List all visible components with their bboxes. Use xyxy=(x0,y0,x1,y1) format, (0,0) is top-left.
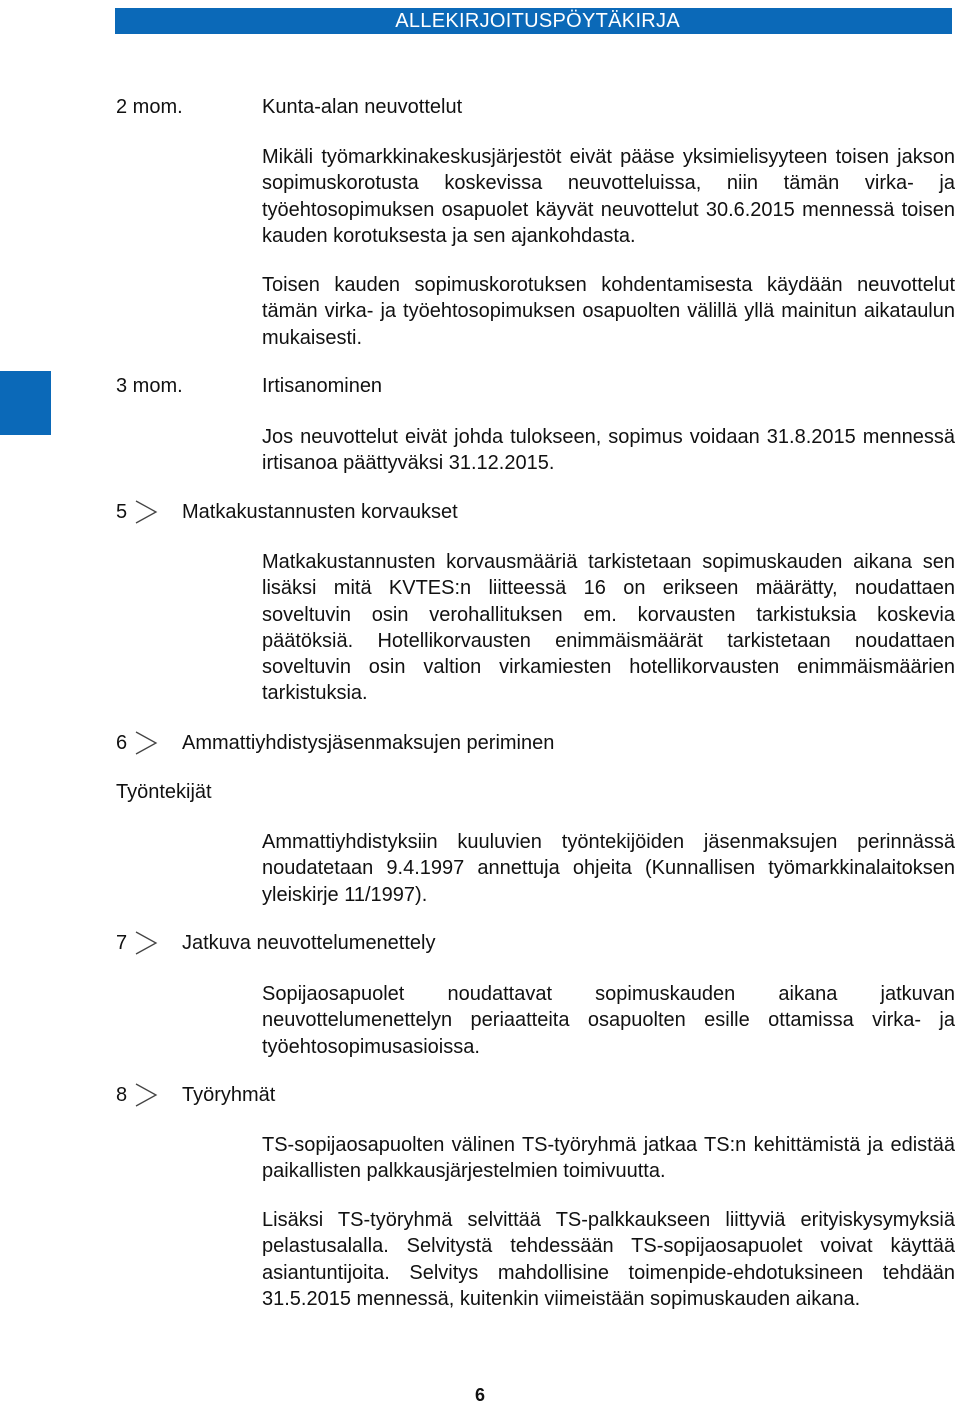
chapter-tab-marker xyxy=(0,371,51,435)
paragraph-2-1: Mikäli työmarkkinakeskusjärjestöt eivät pääse yksimielisyyteen toisen jakson sopimuskorotusta koskevissa neuvotteluissa, niin tämän virka- ja työehtosopimuksen osapuolet käyvät neuvottelut 30.6.2015 mennessä toisen kauden korotuksesta ja sen ajankohdasta. xyxy=(262,146,955,247)
paragraph-6-1: Ammattiyhdistyksiin kuuluvien työntekijöiden jäsenmaksujen perinnässä noudatetaan 9.4.1997 annettuja ohjeita (Kunnallisen työmarkkinalaitoksen yleiskirje 11/1997). xyxy=(262,831,955,906)
paragraph-3-1: Jos neuvottelut eivät johda tulokseen, sopimus voidaan 31.8.2015 mennessä irtisanoa päättyväksi 31.12.2015. xyxy=(262,426,955,475)
section-sign-icon xyxy=(132,930,160,956)
section-title: Matkakustannusten korvaukset xyxy=(182,501,458,523)
moment-heading-3: Irtisanominen xyxy=(262,375,383,397)
section-number: 8 xyxy=(116,1084,128,1106)
paragraph-5-1: Matkakustannusten korvausmääriä tarkistetaan sopimuskauden aikana sen lisäksi mitä KVTES:n liitteessä 16 on erikseen määrätty, noudattaen soveltuvin osin verohallituksen em. korvausten tarkistuksia koskevia päätöksiä. Hotellikorvausten enimmäismäärät tarkistetaan noudattaen soveltuvin osin valtion virkamiesten hotellikorvausten enimmäismäärien tarkistuksia. xyxy=(262,551,955,705)
document-header-bar xyxy=(115,8,952,34)
moment-label-3: 3 mom. xyxy=(116,375,183,397)
section-sign-icon xyxy=(132,499,160,525)
paragraph-8-2: Lisäksi TS-työryhmä selvittää TS-palkkaukseen liittyviä erityiskysymyksiä pelastusalalla. Selvitystä tehdessään TS-sopijaosapuolet voivat käyttää asiantuntijoita. Selvitys mahdollisine toimenpide-ehdotuksineen tehdään 31.5.2015 mennessä, kuitenkin viimeistään sopimuskauden aikana. xyxy=(262,1209,955,1310)
section-heading-8 xyxy=(116,1082,275,1108)
moment-label-2: 2 mom. xyxy=(116,96,183,118)
section-heading-5 xyxy=(116,499,458,525)
section-number: 7 xyxy=(116,932,128,954)
subheading-workers: Työntekijät xyxy=(116,781,212,803)
section-heading-7 xyxy=(116,930,436,956)
document-title: ALLEKIRJOITUSPÖYTÄKIRJA xyxy=(395,9,680,32)
page-number: 6 xyxy=(474,1385,485,1405)
section-title: Jatkuva neuvottelumenettely xyxy=(182,932,436,954)
section-sign-icon xyxy=(132,1082,160,1108)
section-sign-icon xyxy=(132,730,160,756)
section-number: 5 xyxy=(116,501,128,523)
paragraph-7-1: Sopijaosapuolet noudattavat sopimuskauden aikana jatkuvan neuvottelumenettelyn periaatteita osapuolten esille ottamissa virka- ja työehtosopimusasioissa. xyxy=(262,983,955,1058)
moment-heading-2: Kunta-alan neuvottelut xyxy=(262,96,463,118)
paragraph-8-1: TS-sopijaosapuolten välinen TS-työryhmä jatkaa TS:n kehittämistä ja edistää paikallisten palkkausjärjestelmien toimivuutta. xyxy=(262,1134,955,1183)
section-title: Ammattiyhdistysjäsenmaksujen periminen xyxy=(182,732,555,754)
section-title: Työryhmät xyxy=(182,1084,276,1106)
section-number: 6 xyxy=(116,732,128,754)
paragraph-2-2: Toisen kauden sopimuskorotuksen kohdentamisesta käydään neuvottelut tämän virka- ja työehtosopimuksen osapuolten välillä yllä mainitun aikataulun mukaisesti. xyxy=(262,274,955,349)
section-heading-6 xyxy=(116,730,554,756)
